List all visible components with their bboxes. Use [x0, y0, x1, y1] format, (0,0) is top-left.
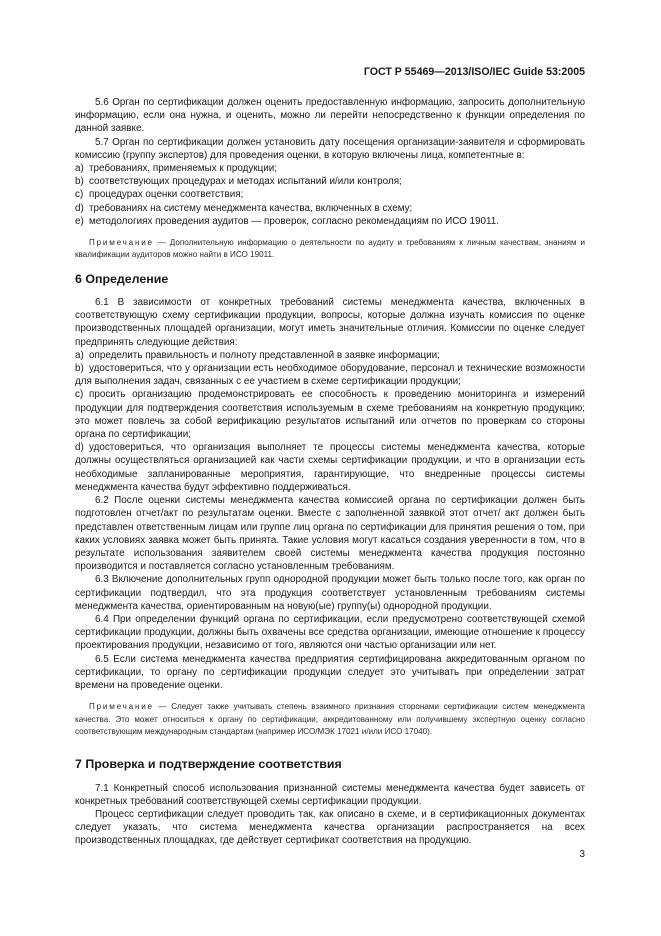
paragraph-5-7: 5.7 Орган по сертификации должен установить дату посещения организации-заявителя и сформировать комиссию (группу экспертов) для проведения оценки, в которую включены лица, компетентные в: [75, 136, 585, 161]
actions-list [75, 349, 585, 494]
note-label: Примечание [89, 702, 154, 712]
list-item [75, 202, 585, 215]
note-audit [75, 237, 585, 262]
list-item [75, 175, 585, 188]
paragraph-5-6: 5.6 Орган по сертификации должен оценить предоставленную информацию, запросить дополнительную информацию, если она нужна, и оценить, можно ли перейти непосредственно к функции определения по данной заявке. [75, 97, 585, 135]
paragraph-7-2: Процесс сертификации следует проводить так, как описано в схеме, и в сертификационных документах следует указать, что система менеджмента качества организации распространяется на всех производственных площадках, где действует сертификат соответствия на продукцию. [75, 808, 585, 847]
list-marker: b) [75, 363, 84, 375]
list-item [75, 441, 585, 494]
list-item-text: требованиях, применяемых к продукции; [89, 163, 278, 175]
list-marker: c) [75, 189, 84, 201]
list-item [75, 349, 585, 362]
list-item [75, 215, 585, 228]
list-marker: d) [75, 202, 84, 214]
list-marker: e) [75, 215, 84, 227]
note-text: — Следует также учитывать степень взаимного признания сторонами сертификации систем менеджмента качества. Это может относиться к органу по сертификации, аккредитованному или получившему экспертную оценку согласно соответствующим международным стандартам (например ИСО/МЭК 17021 и/или ИСО 17040). [75, 702, 585, 736]
list-item-text: удостовериться, что у организации есть необходимое оборудование, персонал и технические возможности для выполнения задач, связанных с ее участием в схеме сертификации продукции; [75, 363, 585, 388]
list-item-text: методологиях проведения аудитов — проверок, согласно рекомендациям по ИСО 19011. [89, 215, 500, 227]
list-marker: b) [75, 176, 84, 188]
list-item [75, 162, 585, 175]
competence-list [75, 162, 585, 228]
paragraph-6-1: 6.1 В зависимости от конкретных требований системы менеджмента качества, включенных в соответствующую схему сертификации продукции, вопросы, которые должна изучать комиссия по оценке производственных площадей организации, могут иметь значительные отличия. Комиссии по оценке следует предпринять следующие действия: [75, 297, 585, 348]
list-item-text: просить организацию продемонстрировать ее способность к проведению мониторинга и измерений продукции для подтверждения соответствия используемым в схеме требованиям на конкретную продукцию; это может повлечь за собой верификацию результатов испытаний или отчетов по проверкам со стороны органа по сертификации; [75, 389, 585, 441]
paragraph-6-2: 6.2 После оценки системы менеджмента качества комиссией органа по сертификации должен быть подготовлен отчет/акт по результатам оценки. Вместе с заполненной заявкой этот отчет/ акт должен быть представлен ответственным лицам или группе лиц органа по сертификации для принятия решения о том, при каких условиях заявка может быть принята. Такие условия могут касаться создания уверенности в том, что в результате использования заявителем своей системы менеджмента качества продукция постоянно производится и поставляется согласно установленным требованиям. [75, 495, 585, 573]
section-heading-7: 7 Проверка и подтверждение соответствия [75, 757, 342, 772]
note-text: — Дополнительную информацию о деятельности по аудиту и требованиям к личным качествам, знаниям и квалификации аудиторов можно найти в ИСО 19011. [75, 238, 585, 260]
paragraph-7-1: 7.1 Конкретный способ использования признанной системы менеджмента качества будет зависеть от конкретных требований соответствующей схемы сертификации продукции. [75, 782, 585, 807]
note-recognition [75, 701, 585, 738]
list-item-text: определить правильность и полноту представленной в заявке информации; [89, 349, 440, 361]
list-marker: a) [75, 349, 84, 361]
standard-header: ГОСТ Р 55469—2013/ISO/IEC Guide 53:2005 [363, 66, 585, 78]
list-item [75, 188, 585, 201]
note-label: Примечание [89, 238, 154, 248]
list-item-text: соответствующих процедурах и методах испытаний и/или контроля; [89, 176, 402, 188]
list-item-text: требованиях на систему менеджмента качества, включенных в схему; [89, 202, 413, 214]
section-heading-6: 6 Определение [75, 271, 169, 286]
page-content [75, 96, 585, 848]
list-marker: a) [75, 163, 84, 175]
paragraph-6-5: 6.5 Если система менеджмента качества предприятия сертифицирована аккредитованным органом по сертификации, то органу по сертификации продукции следует это учитывать при определении затрат времени на проведение оценки. [75, 653, 585, 691]
paragraph-6-3: 6.3 Включение дополнительных групп однородной продукции может быть только после того, как орган по сертификации подтвердил, что эта продукция соответствует установленным требованиям системы менеджмента качества, ориентированным на новую(ые) группу(ы) однородной продукции. [75, 574, 585, 612]
list-marker: c) [75, 389, 84, 401]
list-item-text: процедурах оценки соответствия; [89, 189, 244, 201]
list-item-text: удостовериться, что организация выполняет те процессы системы менеджмента качества, которые должны осуществляться организацией как части схемы сертификации продукции, и что в организации есть необходимые запланированные мероприятия, гарантирующие, что внедренные процессы системы менеджмента качества будут эффективно поддерживаться. [75, 442, 585, 493]
page-number: 3 [579, 849, 585, 860]
list-item [75, 388, 585, 441]
paragraph-6-4: 6.4 При определении функций органа по сертификации, если предусмотрено соответствующей схемой сертификации продукции, должны быть охвачены все средства организации, имеющие отношение к процессу проектирования продукции, независимо от того, являются они частью организации или нет. [75, 613, 585, 652]
list-marker: d) [75, 442, 84, 454]
list-item [75, 362, 585, 388]
